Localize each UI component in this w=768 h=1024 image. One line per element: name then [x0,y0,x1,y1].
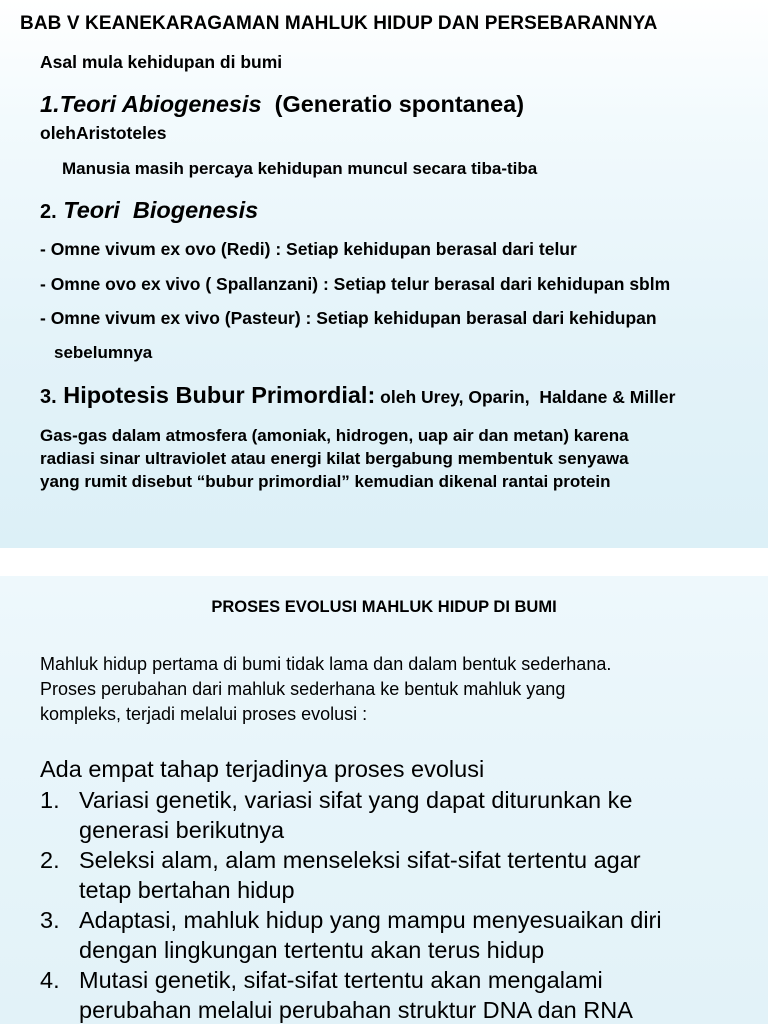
theory-1-number: 1. [40,91,60,117]
step-line: Variasi genetik, variasi sifat yang dapat diturunkan ke [79,787,633,813]
theory-3-desc-line: yang rumit disebut “bubur primordial” kemudian dikenal rantai protein [40,472,611,491]
theory-3-description [40,424,629,493]
step-number: 3. [40,907,60,933]
evolution-step [40,965,662,1024]
theory-1-name: Teori Abiogenesis [59,91,262,117]
evolution-step [40,845,662,905]
step-line: perubahan melalui perubahan struktur DNA dan RNA [79,997,633,1023]
theory-2-item: - Omne vivum ex ovo (Redi) : Setiap kehidupan berasal dari telur [40,239,577,259]
evolution-lead: Ada empat tahap terjadinya proses evolusi [40,756,485,782]
theory-3-desc-line: Gas-gas dalam atmosfera (amoniak, hidrogen, uap air dan metan) karena [40,426,629,445]
evolution-steps-list [40,785,662,1024]
step-line: Seleksi alam, alam menseleksi sifat-sifat tertentu agar [79,847,641,873]
evolution-title: PROSES EVOLUSI MAHLUK HIDUP DI BUMI [211,598,557,616]
theory-2-name: Teori Biogenesis [56,197,259,223]
theory-2-heading [40,197,258,224]
step-number: 1. [40,787,60,813]
theory-3-heading [40,382,675,409]
theory-1-description: Manusia masih percaya kehidupan muncul secara tiba-tiba [62,159,538,178]
theory-2-number: 2. [40,201,57,223]
theory-2-item: - Omne vivum ex vivo (Pasteur) : Setiap kehidupan berasal dari kehidupan [40,308,657,328]
theory-1-author: olehAristoteles [40,123,167,143]
theory-3-name: Hipotesis Bubur Primordial [56,382,368,408]
theory-3-colon: : [367,382,376,408]
step-line: Adaptasi, mahluk hidup yang mampu menyesuaikan diri [79,907,662,933]
theory-3-number: 3. [40,386,57,408]
section-subtitle: Asal mula kehidupan di bumi [40,52,283,72]
slide-evolution [0,576,768,1024]
evolution-step [40,785,662,845]
theory-2-item: - Omne ovo ex vivo ( Spallanzani) : Setiap telur berasal dari kehidupan sblm [40,274,671,294]
intro-line: Mahluk hidup pertama di bumi tidak lama dan dalam bentuk sederhana. [40,654,612,674]
step-line: dengan lingkungan tertentu akan terus hidup [79,937,545,963]
step-line: tetap bertahan hidup [79,877,295,903]
intro-line: Proses perubahan dari mahluk sederhana ke bentuk mahluk yang [40,679,566,699]
theory-2-continuation: sebelumnya [54,343,153,362]
theory-3-authors: oleh Urey, Oparin, Haldane & Miller [375,387,676,407]
theory-1-heading [40,91,524,118]
theory-1-paren: (Generatio spontanea) [261,91,525,117]
step-number: 2. [40,847,60,873]
evolution-step [40,905,662,965]
intro-line: kompleks, terjadi melalui proses evolusi : [40,704,368,724]
theory-3-desc-line: radiasi sinar ultraviolet atau energi kilat bergabung membentuk senyawa [40,449,629,468]
step-line: generasi berikutnya [79,817,285,843]
step-number: 4. [40,967,60,993]
step-line: Mutasi genetik, sifat-sifat tertentu akan mengalami [79,967,603,993]
chapter-header: BAB V KEANEKARAGAMAN MAHLUK HIDUP DAN PERSEBARANNYA [20,13,658,34]
evolution-intro [40,652,750,727]
